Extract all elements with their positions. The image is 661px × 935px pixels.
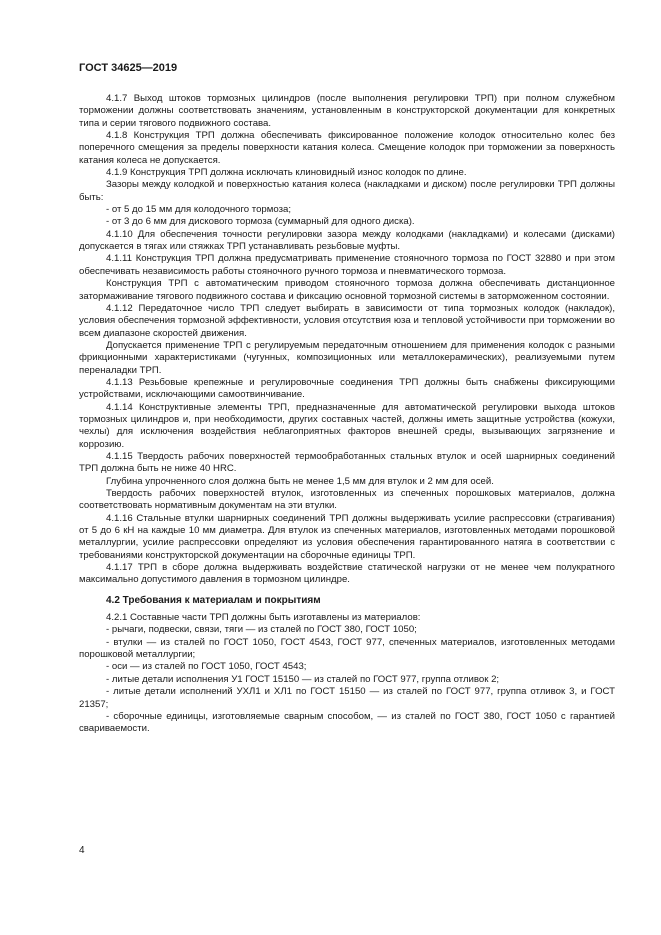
paragraph-4-2-1: 4.2.1 Составные части ТРП должны быть изготавлены из материалов: — [106, 612, 421, 624]
paragraph-hardened-layer: Глубина упрочненного слоя должна быть не менее 1,5 мм для втулок и 2 мм для осей. — [106, 475, 494, 487]
list-item: - литые детали исполнений УХЛ1 и ХЛ1 по ГОСТ 15150 — из сталей по ГОСТ 977, группа отливок 3, и ГОСТ 21357; — [79, 686, 615, 710]
page-number: 4 — [79, 845, 85, 856]
list-item: - сборочные единицы, изготовляемые сварным способом, — из сталей по ГОСТ 380, ГОСТ 1050 с гарантией свариваемости. — [79, 710, 615, 735]
paragraph-4-1-11: 4.1.11 Конструкция ТРП должна предусматривать применение стояночного тормоза по ГОСТ 32880 и при этом обеспечивать независимость работы стояночного ручного тормоза и пневматического тормоза. — [79, 253, 615, 277]
paragraph-4-1-8: 4.1.8 Конструкция ТРП должна обеспечивать фиксированное положение колодок относительно колес без поперечного смещения за пределы поверхности катания колеса. Смещение колодок при торможении за поверхность катания колеса не допускается. — [79, 130, 615, 166]
document-header: ГОСТ 34625—2019 — [79, 62, 178, 74]
paragraph-4-1-10: 4.1.10 Для обеспечения точности регулировки зазора между колодками (накладками) и колесами (дисками) допускается в тягах или стяжках ТРП устанавливать резьбовые муфты. — [79, 228, 615, 253]
list-item: - литые детали исполнения У1 ГОСТ 15150 — из сталей по ГОСТ 977, группа отливок 2; — [106, 673, 500, 685]
paragraph-4-1-14: 4.1.14 Конструктивные элементы ТРП, предназначенные для автоматической регулировки выхода штоков тормозных цилиндров и, при необходимости, других составных частей, должны иметь защитные устройства (кожухи, чехлы) для исключения воздействия неблагоприятных факторов внешней среды, вызывающих загрязнение и коррозию. — [79, 401, 615, 450]
list-item: - от 5 до 15 мм для колодочного тормоза; — [106, 204, 291, 216]
paragraph-4-1-16: 4.1.16 Стальные втулки шарнирных соединений ТРП должны выдерживать усилие распрессовки (страгивания) от 5 до 6 кН на каждые 10 мм диаметра. Для втулок из спеченных материалов, изготовленных методами порошковой металлургии, усилие распрессовки определяют из условия обеспечения гарантированного натяга в соответствии с требованиями конструкторской документации на сборочные единицы ТРП. — [79, 512, 615, 561]
paragraph-4-1-13: 4.1.13 Резьбовые крепежные и регулировочные соединения ТРП должны быть снабжены фиксирующими устройствами, исключающими самоотвинчивание. — [79, 376, 615, 401]
paragraph-4-1-12: 4.1.12 Передаточное число ТРП следует выбирать в зависимости от типа тормозных колодок (накладок), условия обеспечения тормозной эффективности, условия отсутствия юза и тепловой устойчивости при торможении во всем диапазоне скоростей движения. — [79, 302, 615, 339]
paragraph-4-1-15: 4.1.15 Твердость рабочих поверхностей термообработанных стальных втулок и осей шарнирных соединений ТРП должна быть не ниже 40 HRC. — [79, 450, 615, 475]
section-heading: 4.2 Требования к материалам и покрытиям — [106, 594, 321, 606]
paragraph-4-1-9: 4.1.9 Конструкция ТРП должна исключать клиновидный износ колодок по длине. — [106, 167, 467, 179]
list-item: - оси — из сталей по ГОСТ 1050, ГОСТ 4543; — [106, 661, 307, 673]
list-item: - рычаги, подвески, связи, тяги — из сталей по ГОСТ 380, ГОСТ 1050; — [106, 624, 417, 636]
paragraph-parking-brake: Конструкция ТРП с автоматическим приводом стояночного тормоза должна обеспечивать дистанционное затормаживание тягового подвижного состава и фиксацию основной тормозной системы в заторможенном состоянии. — [79, 278, 615, 302]
paragraph-adjustable-ratio: Допускается применение ТРП с регулируемым передаточным отношением для применения колодок с разными фрикционными характеристиками (чугунных, композиционных или металлокерамических), реализуемыми путем переналадки ТРП. — [79, 339, 615, 376]
paragraph-gaps-intro: Зазоры между колодкой и поверхностью катания колеса (накладками и диском) после регулировки ТРП должны быть: — [79, 179, 615, 203]
list-item: - втулки — из сталей по ГОСТ 1050, ГОСТ 4543, ГОСТ 977, спеченных материалов, изготовленных методами порошковой металлургии; — [79, 636, 615, 661]
paragraph-4-1-17: 4.1.17 ТРП в сборе должна выдерживать воздействие статической нагрузки от не менее чем полукратного максимально допустимого давления в тормозном цилиндре. — [79, 562, 615, 586]
document-body — [79, 93, 615, 736]
paragraph-4-1-7: 4.1.7 Выход штоков тормозных цилиндров (после выполнения регулировки ТРП) при полном служебном торможении должны соответствовать значениям, установленным в конструкторской документации для конкретных типа и серии тягового подвижного состава. — [79, 93, 615, 129]
paragraph-sintered-hardness: Твердость рабочих поверхностей втулок, изготовленных из спеченных порошковых материалов, должна соответствовать нормативным документам на эти втулки. — [79, 488, 615, 512]
list-item: - от 3 до 6 мм для дискового тормоза (суммарный для одного диска). — [106, 216, 415, 228]
